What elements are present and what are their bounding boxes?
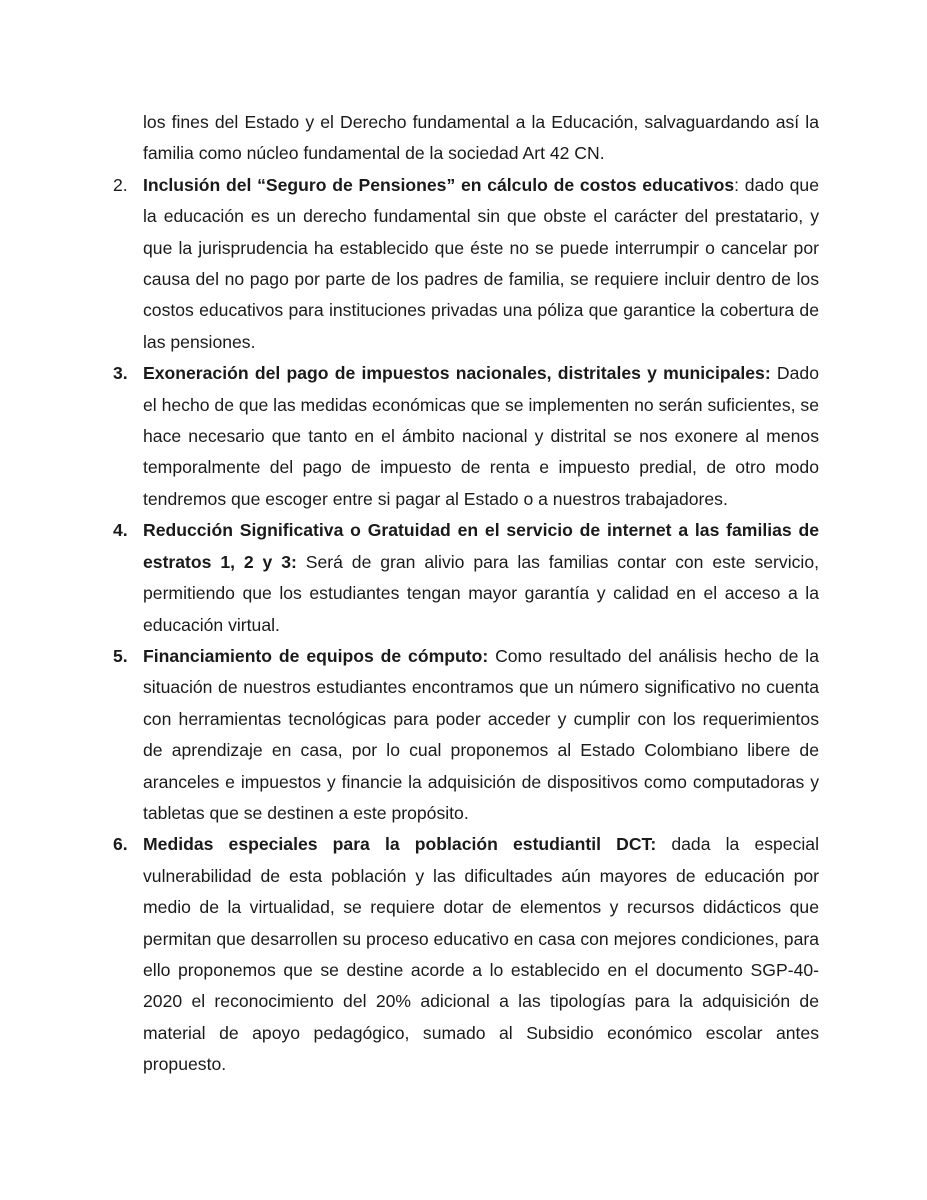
- item-title: Medidas especiales para la población estudiantil DCT:: [143, 834, 657, 855]
- list-item-5: [113, 641, 819, 829]
- list-item-6: [113, 829, 819, 1080]
- item-text: Será de gran alivio para las familias contar con este servicio, permitiendo que los estudiantes tengan mayor garantía y calidad en el acceso a la educación virtual.: [143, 551, 819, 635]
- item-text: dada la especial vulnerabilidad de esta población y las dificultades aún mayores de educación por medio de la virtualidad, se requiere dotar de elementos y recursos didácticos que permitan que desarrollen su proceso educativo en casa con mejores condiciones, para ello proponemos que se destine acorde a lo establecido en el documento SGP-40-2020 el reconocimiento del 20% adicional a las tipologías para la adquisición de material de apoyo pedagógico, sumado al Subsidio económico escolar antes propuesto.: [143, 834, 819, 1075]
- item-number: 5.: [113, 645, 128, 666]
- list-item-4: [113, 515, 819, 641]
- item-title: Exoneración del pago de impuestos nacionales, distritales y municipales:: [143, 363, 771, 384]
- item-number: 4.: [113, 520, 128, 541]
- list-item-3: [113, 358, 819, 515]
- item-text: Dado el hecho de que las medidas económicas que se implementen no serán suficientes, se hace necesario que tanto en el ámbito nacional y distrital se nos exonere al menos temporalmente del pago de impuesto de renta e impuesto predial, de otro modo tendremos que escoger entre si pagar al Estado o a nuestros trabajadores.: [143, 363, 819, 509]
- item-text: Como resultado del análisis hecho de la situación de nuestros estudiantes encontramos que un número significativo no cuenta con herramientas tecnológicas para poder acceder y cumplir con los requerimientos de aprendizaje en casa, por lo cual proponemos al Estado Colombiano libere de aranceles e impuestos y financie la adquisición de dispositivos como computadoras y tabletas que se destinen a este propósito.: [143, 645, 819, 823]
- item-text: : dado que la educación es un derecho fundamental sin que obste el carácter del prestatario, y que la jurisprudencia ha establecido que éste no se puede interrumpir o cancelar por causa del no pago por parte de los padres de familia, se requiere incluir dentro de los costos educativos para instituciones privadas una póliza que garantice la cobertura de las pensiones.: [143, 174, 819, 352]
- item-number: 6.: [113, 834, 128, 855]
- list-item-2: [113, 170, 819, 358]
- item-title: Inclusión del “Seguro de Pensiones” en cálculo de costos educativos: [143, 174, 735, 195]
- item-number: 3.: [113, 363, 128, 384]
- item-number: 2.: [113, 174, 128, 195]
- document-body: [113, 107, 819, 1081]
- item-title: Financiamiento de equipos de cómputo:: [143, 645, 489, 666]
- continuation-paragraph: los fines del Estado y el Derecho fundamental a la Educación, salvaguardando así la familia como núcleo fundamental de la sociedad Art 42 CN.: [143, 112, 819, 164]
- item-title: Reducción Significativa o Gratuidad en el servicio de internet a las familias de estratos 1, 2 y 3:: [143, 520, 819, 572]
